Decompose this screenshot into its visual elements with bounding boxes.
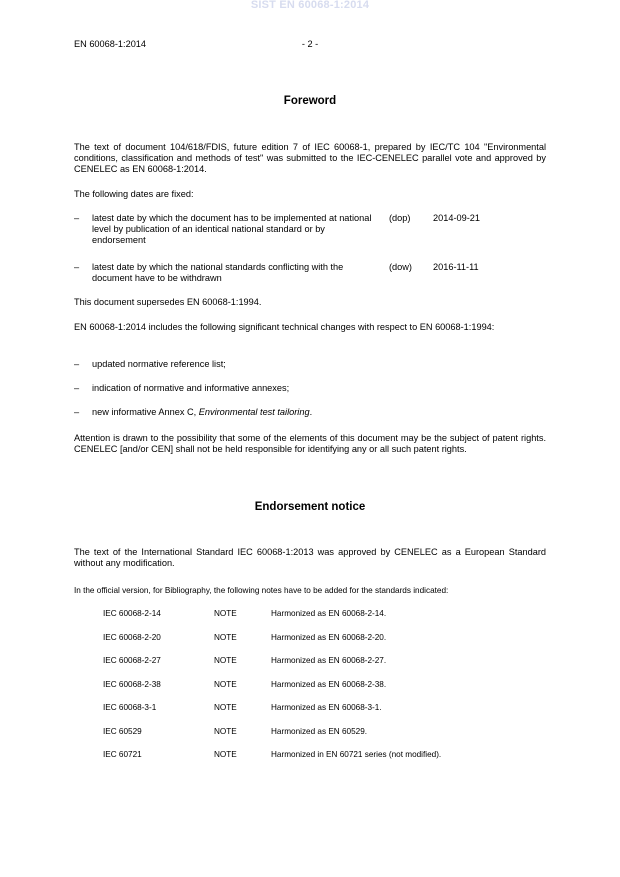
header-doc-id: EN 60068-1:2014	[74, 39, 147, 49]
foreword-title: Foreword	[283, 95, 337, 107]
note-label: NOTE	[214, 609, 237, 618]
watermark: SIST EN 60068-1:2014	[250, 0, 370, 11]
date-dow-text: latest date by which the national standards conflicting with the document have to be withdrawn	[92, 262, 344, 283]
bibliography-intro: In the official version, for Bibliography, the following notes have to be added for the standards indicated:	[74, 586, 449, 595]
note-text: Harmonized in EN 60721 series (not modified).	[271, 750, 442, 759]
note-std: IEC 60529	[103, 727, 142, 736]
note-text: Harmonized as EN 60068-2-14.	[271, 609, 387, 618]
list-dash: –	[74, 262, 80, 272]
change-item-2: indication of normative and informative annexes;	[92, 383, 290, 393]
note-std: IEC 60068-2-27	[103, 656, 161, 665]
note-label: NOTE	[214, 680, 237, 689]
note-std: IEC 60068-3-1	[103, 703, 157, 712]
note-std: IEC 60068-2-38	[103, 680, 161, 689]
change-item-3-suffix: .	[309, 407, 313, 417]
note-text: Harmonized as EN 60068-2-38.	[271, 680, 387, 689]
list-dash: –	[74, 383, 80, 393]
change-item-3	[92, 407, 312, 418]
note-text: Harmonized as EN 60068-3-1.	[271, 703, 382, 712]
note-text: Harmonized as EN 60068-2-27.	[271, 656, 387, 665]
note-std: IEC 60721	[103, 750, 142, 759]
note-text: Harmonized as EN 60529.	[271, 727, 368, 736]
changes-intro: EN 60068-1:2014 includes the following significant technical changes with respect to EN 60068-1:1994:	[74, 322, 495, 332]
dates-intro: The following dates are fixed:	[74, 189, 194, 199]
date-dow-code: (dow)	[389, 262, 412, 272]
endorsement-text: The text of the International Standard IEC 60068-1:2013 was approved by CENELEC as a European Standard without any modification.	[74, 547, 546, 568]
note-label: NOTE	[214, 750, 237, 759]
change-item-3-italic: Environmental test tailoring	[198, 407, 310, 417]
list-dash: –	[74, 359, 80, 369]
list-dash: –	[74, 407, 80, 417]
note-label: NOTE	[214, 633, 237, 642]
note-label: NOTE	[214, 703, 237, 712]
date-dop-code: (dop)	[389, 213, 411, 223]
change-item-1: updated normative reference list;	[92, 359, 226, 369]
note-text: Harmonized as EN 60068-2-20.	[271, 633, 387, 642]
patent-notice: Attention is drawn to the possibility that some of the elements of this document may be the subject of patent rights. CENELEC [and/or CEN] shall not be held responsible for identifying any or all such patent rights.	[74, 433, 546, 454]
note-std: IEC 60068-2-14	[103, 609, 161, 618]
change-item-3-prefix: new informative Annex C,	[92, 407, 199, 417]
note-label: NOTE	[214, 656, 237, 665]
date-dop-text: latest date by which the document has to be implemented at national level by publication of an identical national standard or by endorsement	[92, 213, 372, 245]
list-dash: –	[74, 213, 80, 223]
date-dow-value: 2016-11-11	[433, 262, 479, 272]
supersedes-text: This document supersedes EN 60068-1:1994.	[74, 297, 262, 307]
foreword-intro: The text of document 104/618/FDIS, future edition 7 of IEC 60068-1, prepared by IEC/TC 104 "Environmental conditions, classification and methods of test" was submitted to the IEC-CENELEC parallel vote and approved by CENELEC as EN 60068-1:2014.	[74, 142, 546, 174]
endorsement-title: Endorsement notice	[254, 501, 366, 513]
date-dop-value: 2014-09-21	[433, 213, 480, 223]
header-page-number: - 2 -	[301, 39, 319, 49]
note-label: NOTE	[214, 727, 237, 736]
note-std: IEC 60068-2-20	[103, 633, 161, 642]
